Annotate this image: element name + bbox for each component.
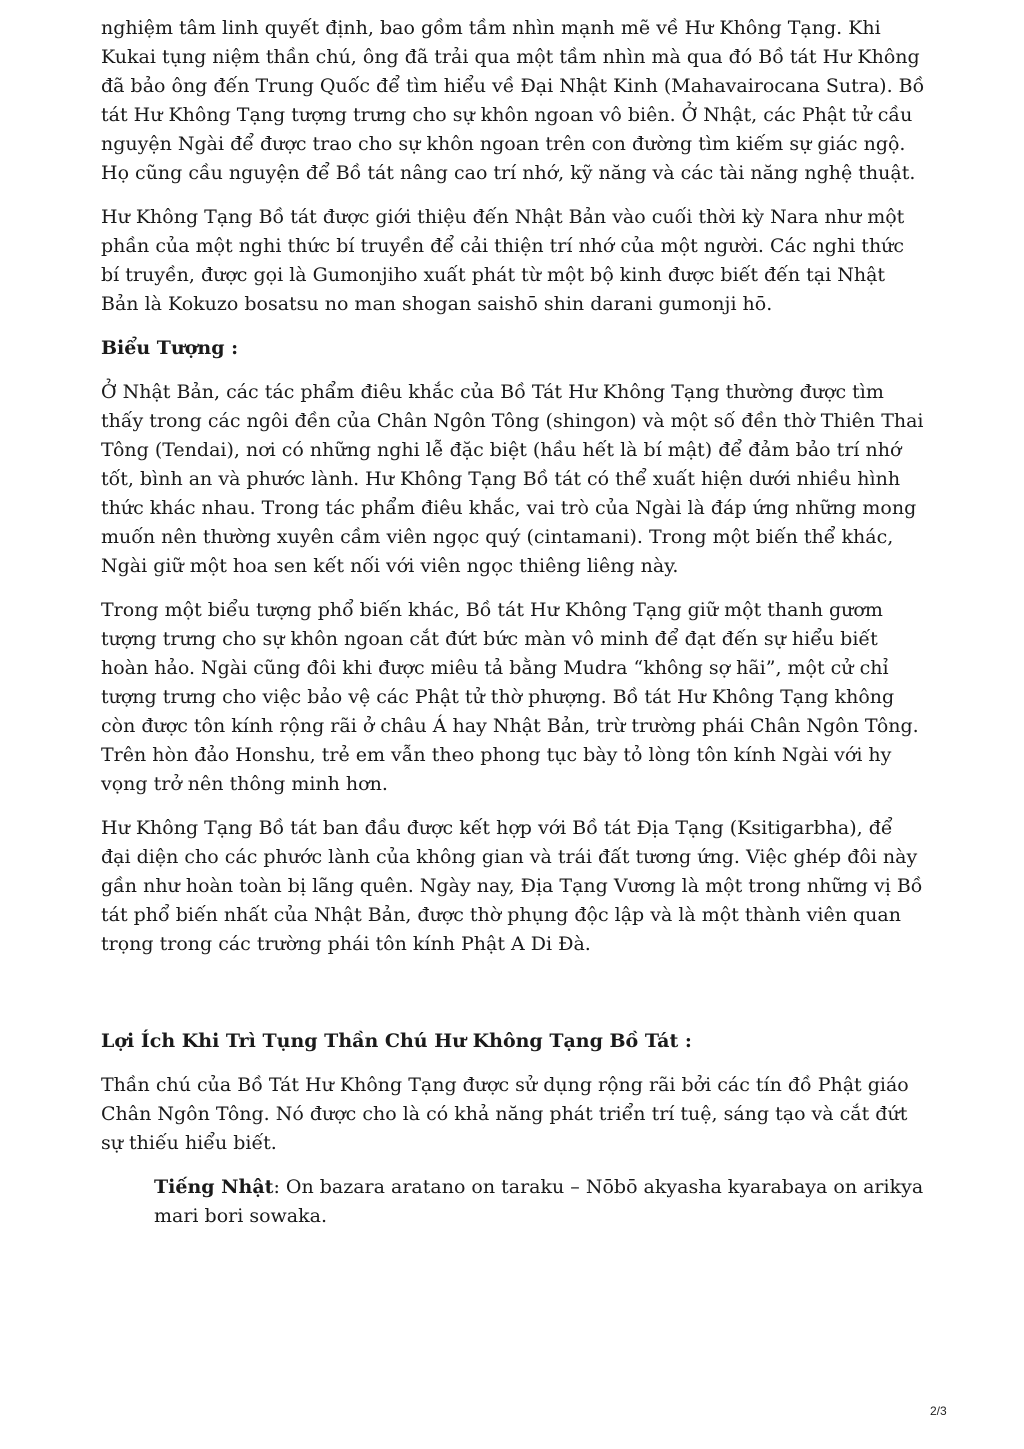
heading-symbolism: Biểu Tượng : bbox=[101, 337, 239, 359]
paragraph-ksitigarbha: Hư Không Tạng Bồ tát ban đầu được kết hợp với Bồ tát Địa Tạng (Ksitigarbha), để đại diện cho các phước lành của không gian và trái đất tương ứng. Việc ghép đôi này gần như hoàn toàn bị lãng quên. Ngày nay, Địa Tạng Vương là một trong những vị Bồ tát phổ biến nhất của Nhật Bản, được thờ phụng độc lập và là một thành viên quan trọng trong các trường phái tôn kính Phật A Di Đà. bbox=[101, 817, 923, 955]
paragraph-introduction-japan: Hư Không Tạng Bồ tát được giới thiệu đến Nhật Bản vào cuối thời kỳ Nara như một phần của một nghi thức bí truyền để cải thiện trí nhớ của một người. Các nghi thức bí truyền, được gọi là Gumonjiho xuất phát từ một bộ kinh được biết đến tại Nhật Bản là Kokuzo bosatsu no man shogan saishō shin darani gumonji hō. bbox=[101, 206, 905, 315]
heading-mantra-benefits: Lợi Ích Khi Trì Tụng Thần Chú Hư Không Tạng Bồ Tát : bbox=[101, 1030, 692, 1052]
paragraph-spiritual-experience: nghiệm tâm linh quyết định, bao gồm tầm nhìn mạnh mẽ về Hư Không Tạng. Khi Kukai tụng niệm thần chú, ông đã trải qua một tầm nhìn mà qua đó Bồ tát Hư Không đã bảo ông đến Trung Quốc để tìm hiểu về Đại Nhật Kinh (Mahavairocana Sutra). Bồ tát Hư Không Tạng tượng trưng cho sự khôn ngoan vô biên. Ở Nhật, các Phật tử cầu nguyện Ngài để được trao cho sự khôn ngoan trên con đường tìm kiếm sự giác ngộ. Họ cũng cầu nguyện để Bồ tát nâng cao trí nhớ, kỹ năng và các tài năng nghệ thuật. bbox=[101, 17, 925, 184]
paragraph-sculptures: Ở Nhật Bản, các tác phẩm điêu khắc của Bồ Tát Hư Không Tạng thường được tìm thấy trong các ngôi đền của Chân Ngôn Tông (shingon) và một số đền thờ Thiên Thai Tông (Tendai), nơi có những nghi lễ đặc biệt (hầu hết là bí mật) để đảm bảo trí nhớ tốt, bình an và phước lành. Hư Không Tạng Bồ tát có thể xuất hiện dưới nhiều hình thức khác nhau. Trong tác phẩm điêu khắc, vai trò của Ngài là đáp ứng những mong muốn nên thường xuyên cầm viên ngọc quý (cintamani). Trong một biến thể khác, Ngài giữ một hoa sen kết nối với viên ngọc thiêng liêng này. bbox=[101, 381, 924, 577]
section-spacer bbox=[101, 974, 927, 1027]
paragraph-mantra-usage: Thần chú của Bồ Tát Hư Không Tạng được sử dụng rộng rãi bởi các tín đồ Phật giáo Chân Ngôn Tông. Nó được cho là có khả năng phát triển trí tuệ, sáng tạo và cắt đứt sự thiếu hiểu biết. bbox=[101, 1074, 909, 1154]
paragraph-sword-symbol: Trong một biểu tượng phổ biến khác, Bồ tát Hư Không Tạng giữ một thanh gươm tượng trưng cho sự khôn ngoan cắt đứt bức màn vô minh để đạt đến sự hiểu biết hoàn hảo. Ngài cũng đôi khi được miêu tả bằng Mudra “không sợ hãi”, một cử chỉ tượng trưng cho việc bảo vệ các Phật tử thờ phượng. Bồ tát Hư Không Tạng không còn được tôn kính rộng rãi ở châu Á hay Nhật Bản, trừ trường phái Chân Ngôn Tông. Trên hòn đảo Honshu, trẻ em vẫn theo phong tục bày tỏ lòng tôn kính Ngài với hy vọng trở nên thông minh hơn. bbox=[101, 599, 919, 795]
mantra-quote bbox=[154, 1173, 927, 1231]
page-number: 2/3 bbox=[930, 1404, 947, 1418]
mantra-text: : On bazara aratano on taraku – Nōbō akyasha kyarabaya on arikya mari bori sowaka. bbox=[154, 1176, 924, 1227]
mantra-language-label: Tiếng Nhật bbox=[154, 1176, 274, 1198]
document-body bbox=[101, 14, 927, 1231]
